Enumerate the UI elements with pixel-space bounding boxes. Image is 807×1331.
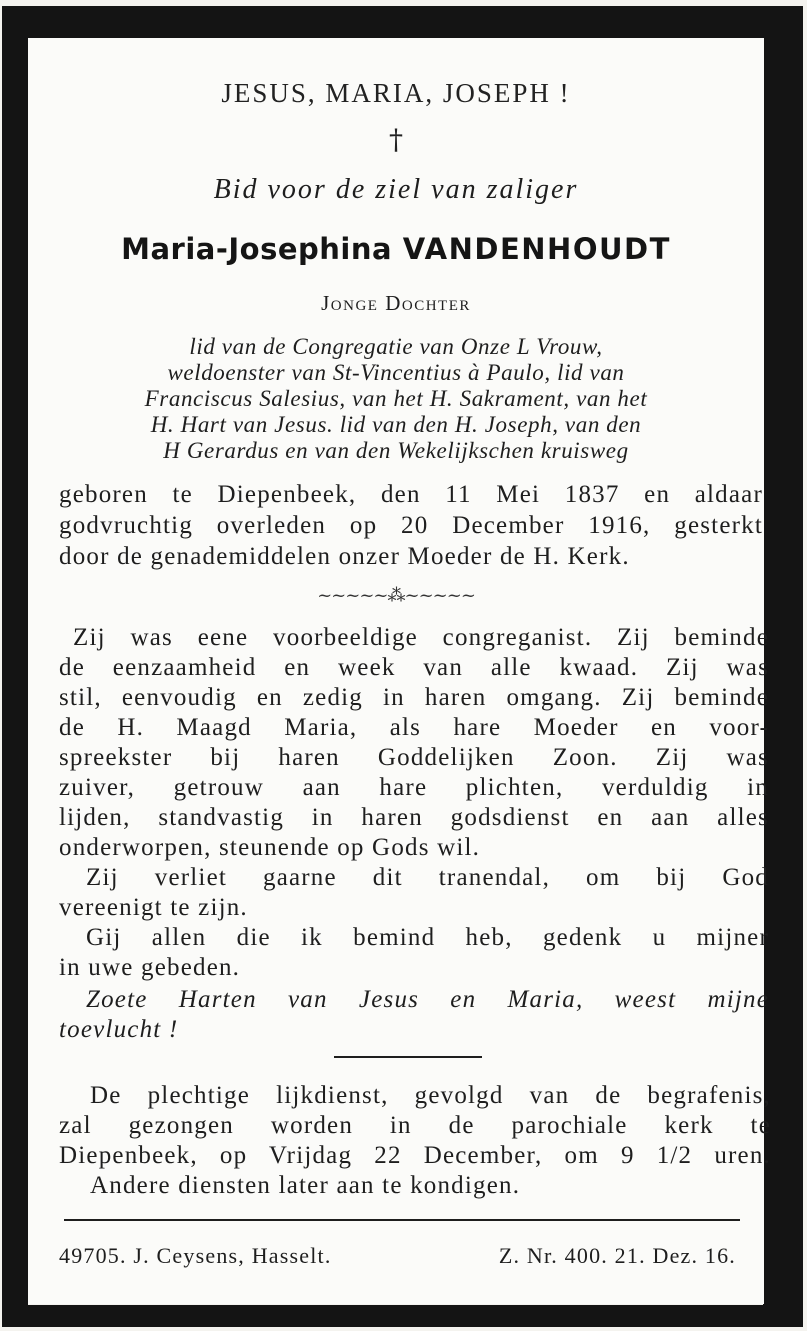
tribute-line: Zij was eene voorbeeldige congreganist. Zij beminde: [73, 624, 769, 651]
tribute-line: de H. Maagd Maria, als hare Moeder en voor-: [59, 714, 769, 741]
farewell-line: Gij allen die ik bemind heb, gedenk u mijner: [86, 924, 769, 951]
tribute-line: de eenzaamheid en week van alle kwaad. Zij was: [59, 654, 769, 681]
cross-icon: †: [389, 123, 403, 156]
reference-number: Z. Nr. 400. 21. Dez. 16.: [498, 1243, 736, 1268]
invocation-line: Zoete Harten van Jesus en Maria, weest mijne: [86, 986, 769, 1013]
given-name: Maria-Josephina: [121, 232, 393, 266]
surname: VANDENHOUDT: [402, 232, 671, 266]
membership-line: lid van de Congregatie van Onze L Vrouw,: [189, 334, 603, 359]
footer-rule: [64, 1219, 740, 1221]
status-line: Jonge Dochter: [321, 291, 471, 315]
tribute-line: stil, eenvoudig en zedig in haren omgang. Zij beminde: [59, 684, 769, 711]
birth-death-line: door de genademiddelen onzer Moeder de H. Kerk.: [59, 543, 630, 570]
deceased-name: [28, 232, 764, 266]
membership-line: H. Hart van Jesus. lid van den H. Joseph, van den: [150, 412, 642, 437]
membership-line: weldoenster van St-Vincentius à Paulo, lid van: [167, 360, 625, 385]
farewell-line: vereenigt te zijn.: [59, 894, 248, 921]
birth-death-line: godvruchtig overleden op 20 December 1916, gesterkt: [59, 512, 763, 539]
tribute-line: onderworpen, steunende op Gods wil.: [59, 834, 481, 861]
tribute-line: zuiver, getrouw aan hare plichten, verduldig in: [59, 774, 769, 801]
tribute-line: lijden, standvastig in haren godsdienst en aan alles: [59, 804, 769, 831]
service-line: Diepenbeek, op Vrijdag 22 December, om 9 1/2 uren.: [59, 1142, 771, 1169]
membership-line: H Gerardus en van den Wekelijkschen kruisweg: [163, 438, 629, 463]
membership-line: Franciscus Salesius, van het H. Sakrament, van het: [144, 386, 648, 411]
ornament-divider: ~~~~~⁂~~~~~: [317, 585, 475, 606]
farewell-line: Zij verliet gaarne dit tranendal, om bij God: [86, 864, 769, 891]
service-line: zal gezongen worden in de parochiale kerk te: [59, 1112, 771, 1139]
card-paper: [28, 38, 771, 1304]
printer-imprint: 49705. J. Ceysens, Hasselt.: [59, 1243, 332, 1268]
service-line: De plechtige lijkdienst, gevolgd van de begrafenis,: [90, 1082, 771, 1109]
card-header: JESUS, MARIA, JOSEPH !: [221, 78, 571, 108]
divider-rule: [334, 1056, 482, 1058]
farewell-line: in uwe gebeden.: [59, 954, 241, 981]
service-line: Andere diensten later aan te kondigen.: [90, 1172, 521, 1199]
tribute-line: spreekster bij haren Goddelijken Zoon. Zij was: [59, 744, 769, 771]
prayer-line: Bid voor de ziel van zaliger: [213, 174, 579, 205]
birth-death-line: geboren te Diepenbeek, den 11 Mei 1837 en aldaar: [59, 481, 763, 508]
invocation-line: toevlucht !: [59, 1016, 179, 1043]
